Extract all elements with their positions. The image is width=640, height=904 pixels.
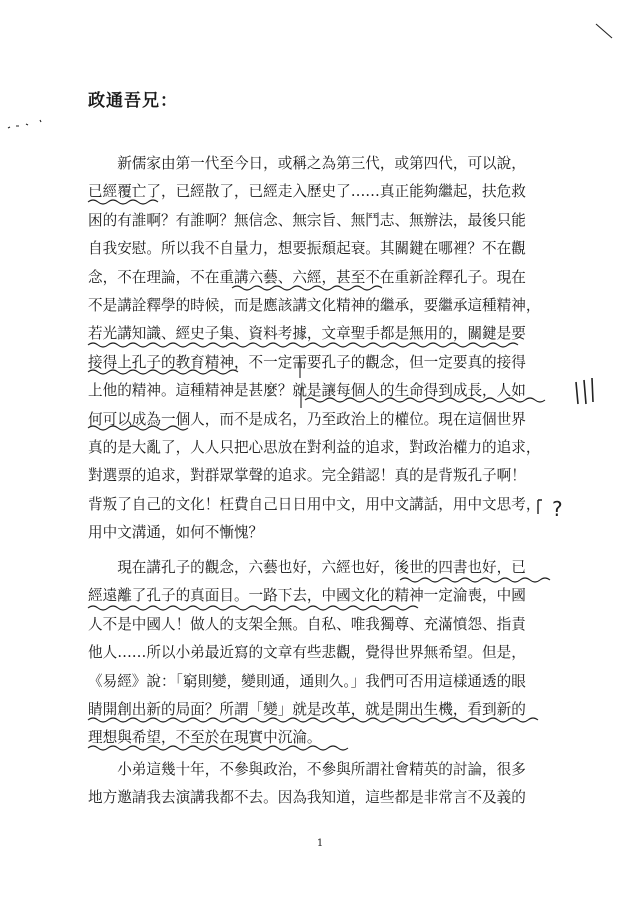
- text-line: 接得上孔子的教育精神，不一定需要孔子的觀念，但一定要真的接得: [88, 353, 526, 371]
- text-line: 何可以成為一個人，而不是成名，乃至政治上的權位。現在這個世界: [88, 410, 526, 428]
- text-line: 不是講詮釋學的時候，而是應該講文化精神的繼承，要繼承這種精神，: [88, 296, 541, 314]
- wavy-underline: [88, 343, 518, 347]
- text-line: 地方邀請我去演講我都不去。因為我知道，這些都是非常言不及義的: [88, 789, 526, 807]
- wavy-underline: [88, 370, 238, 374]
- bracket-mark: [538, 500, 542, 514]
- salutation: 政通吾兄：: [88, 91, 178, 111]
- wavy-underline: [305, 398, 545, 402]
- corner-stroke: [596, 24, 612, 38]
- wavy-underline: [88, 746, 348, 750]
- text-line: 睛開創出新的局面？所謂「變」就是改革，就是開出生機，看到新的: [88, 700, 526, 718]
- wavy-underline: [232, 286, 382, 290]
- text-line: 背叛了自己的文化！枉費自己日日用中文，用中文講話，用中文思考，: [88, 495, 541, 513]
- text-line: 對選票的追求，對群眾掌聲的追求。完全錯認！真的是背叛孔子啊！: [88, 467, 526, 485]
- page-number: 1: [316, 838, 324, 849]
- text-line: 若光講知識、經史子集、資料考據，文章聖手都是無用的，關鍵是要: [88, 325, 526, 343]
- text-line: 他人……所以小弟最近寫的文章有些悲觀，覺得世界無希望。但是，: [88, 644, 526, 662]
- text-line: 困的有誰啊？有誰啊？無信念、無宗旨、無鬥志、無辦法，最後只能: [88, 211, 526, 229]
- question-mark: ?: [552, 497, 563, 521]
- specks: [8, 120, 41, 128]
- wavy-underline: [400, 578, 550, 582]
- text-line: 現在講孔子的觀念，六藝也好，六經也好，後世的四書也好，已: [88, 559, 526, 576]
- wavy-underline: [88, 426, 188, 430]
- text-line: 經遠離了孔子的真面目。一路下去，中國文化的精神一定淪喪，中國: [88, 587, 526, 605]
- triple-stroke-mark: [576, 378, 593, 404]
- wavy-underline: [88, 718, 538, 722]
- text-line: 小弟這幾十年，不參與政治，不參與所謂社會精英的討論，很多: [88, 761, 526, 778]
- text-line: 已經覆亡了，已經散了，已經走入歷史了……真正能夠繼起，扶危救: [88, 183, 526, 201]
- text-line: 人不是中國人！做人的支架全無。自私、唯我獨尊、充滿憤怨、指責: [88, 615, 526, 633]
- text-line: 自我安慰。所以我不自量力，想要振頹起衰。其關鍵在哪裡？不在觀: [88, 240, 526, 258]
- text-line: 上他的精神。這種精神是甚麼？就是讓每個人的生命得到成長，人如: [88, 382, 526, 400]
- text-line: 新儒家由第一代至今日，或稱之為第三代，或第四代，可以說，: [88, 155, 526, 172]
- wavy-underline: [88, 606, 418, 610]
- wavy-underline: [88, 200, 158, 204]
- text-line: 真的是大亂了，人人只把心思放在對利益的追求，對政治權力的追求，: [88, 438, 541, 456]
- text-line: 念，不在理論，不在重講六藝、六經，甚至不在重新詮釋孔子。現在: [88, 268, 526, 286]
- text-line: 《易經》說：「窮則變，變則通，通則久。」我們可否用這樣通透的眼: [88, 672, 526, 690]
- text-line: 理想與希望，不至於在現實中沉淪。: [88, 729, 322, 747]
- text-line: 用中文溝通，如何不慚愧？: [88, 524, 264, 542]
